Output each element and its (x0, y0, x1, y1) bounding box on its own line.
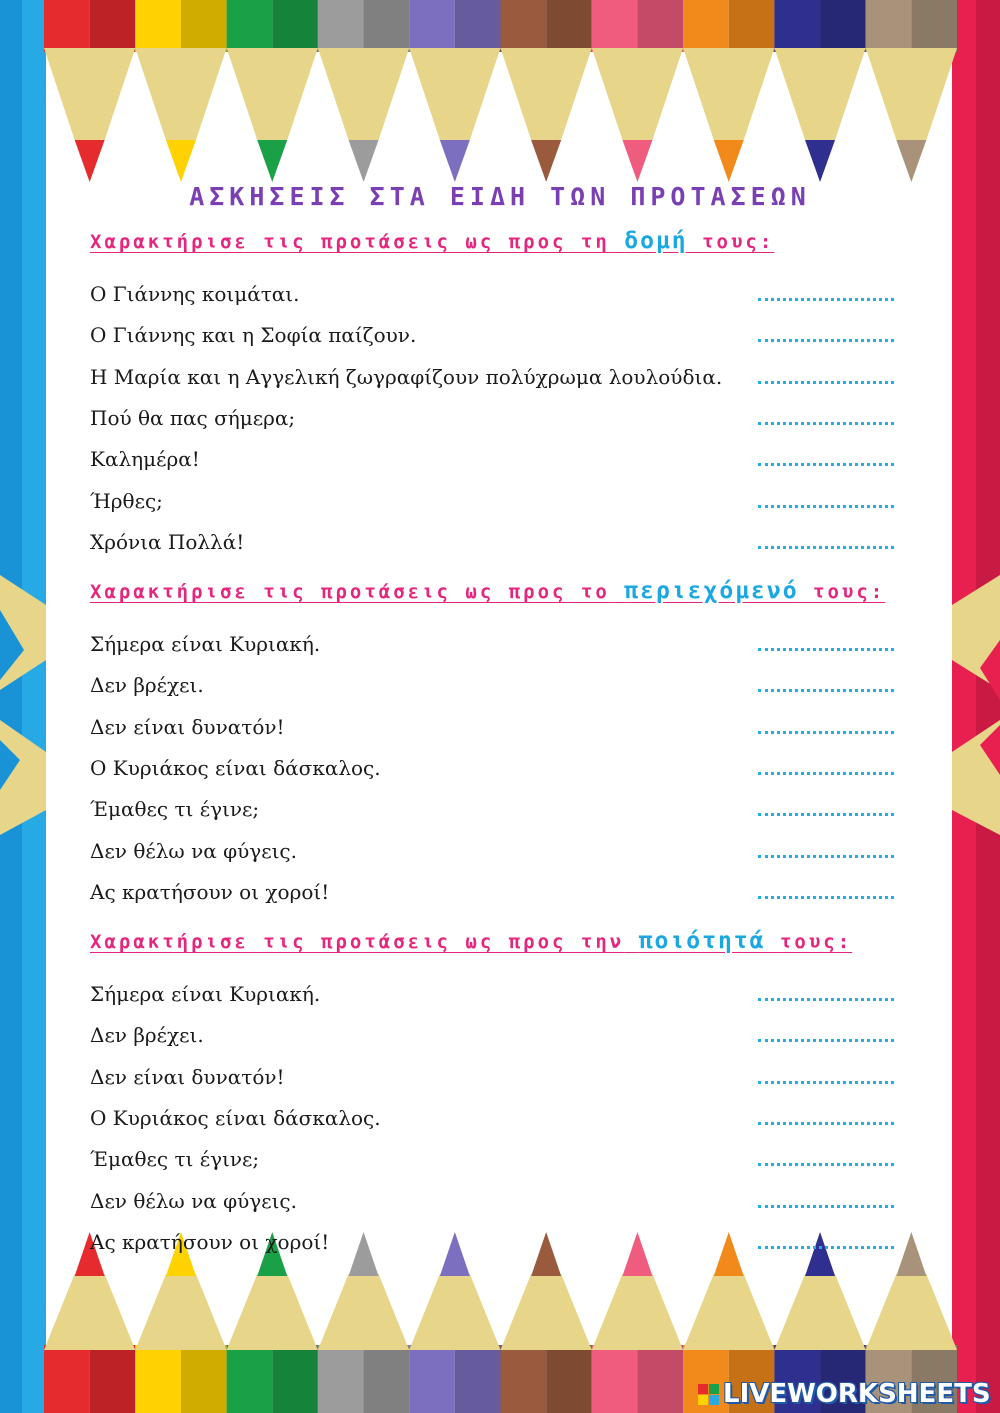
sentence-text: Ο Κυριάκος είναι δάσκαλος. (90, 755, 381, 780)
sentence-text: Σήμερα είναι Κυριακή. (90, 982, 321, 1006)
sentence-row (90, 1147, 894, 1177)
top-pencil-wood (592, 48, 683, 140)
sentence-text: Δεν είναι δυνατόν! (90, 714, 285, 739)
top-pencil-body-shade (181, 0, 227, 52)
bottom-pencil-body-shade (455, 1345, 501, 1413)
top-pencil-lead (75, 140, 105, 182)
top-pencil-body-shade (272, 0, 318, 52)
bottom-pencil-body (227, 1345, 273, 1413)
answer-blank-field[interactable] (758, 1081, 894, 1084)
logo-square (709, 1384, 719, 1394)
bottom-pencil-wood (683, 1274, 774, 1350)
bottom-pencil-body (135, 1345, 181, 1413)
top-pencil-wood (501, 48, 592, 140)
top-pencil-body-shade (364, 0, 410, 52)
top-pencil-body (501, 0, 547, 52)
answer-blank-field[interactable] (758, 1039, 894, 1042)
top-pencil-body (318, 0, 364, 52)
sentence-text: Σήμερα είναι Κυριακή. (90, 632, 321, 656)
answer-blank-field[interactable] (758, 855, 894, 858)
bottom-pencil-wood (592, 1274, 683, 1350)
bottom-pencil-body (592, 1345, 638, 1413)
sentence-text: Καλημέρα! (90, 447, 200, 472)
top-pencil-lead (440, 140, 470, 182)
sentence-text: Ήρθες; (90, 488, 163, 513)
top-pencil-body-shade (455, 0, 501, 52)
section-heading-3 (90, 928, 852, 954)
sentence-text: Πού θα πας σήμερα; (90, 405, 296, 430)
top-pencil-wood (227, 48, 318, 140)
top-pencil-body-shade (637, 0, 683, 52)
sentence-row (90, 982, 894, 1012)
bottom-pencil-body (44, 1345, 90, 1413)
right-pencil-red-dark (976, 0, 1000, 1413)
left-pencil-blue-light (22, 0, 46, 1413)
sentence-row (90, 530, 894, 560)
top-pencil-body (44, 0, 90, 52)
section-heading-prefix: Χαρακτήρισε τις προτάσεις ως προς την (90, 931, 625, 953)
sentence-row (90, 797, 894, 827)
answer-blank-field[interactable] (758, 813, 894, 816)
top-pencil-body (227, 0, 273, 52)
sentence-text: Δεν βρέχει. (90, 673, 204, 698)
sentence-text: Δεν θέλω να φύγεις. (90, 1188, 297, 1213)
answer-blank-field[interactable] (758, 896, 894, 899)
top-pencil-lead (896, 140, 926, 182)
sentence-row (90, 489, 894, 519)
section-heading-prefix: Χαρακτήρισε τις προτάσεις ως προς το (90, 581, 610, 603)
bottom-pencil-body-shade (546, 1345, 592, 1413)
sentence-row (90, 323, 894, 353)
section-heading-2 (90, 578, 885, 604)
sentence-text: Δεν είναι δυνατόν! (90, 1064, 285, 1089)
top-pencil-body (774, 0, 820, 52)
logo-square (698, 1384, 708, 1394)
bottom-pencil-body-shade (637, 1345, 683, 1413)
section-heading-keyword: ποιότητά (638, 928, 766, 954)
sentence-text: Χρόνια Πολλά! (90, 529, 245, 554)
top-pencil-body-shade (729, 0, 775, 52)
top-pencil-wood (683, 48, 774, 140)
top-pencil-wood (44, 48, 135, 140)
sentence-row (90, 715, 894, 745)
sentence-text: Δεν βρέχει. (90, 1023, 204, 1048)
sentence-text: Δεν θέλω να φύγεις. (90, 838, 297, 863)
answer-blank-field[interactable] (758, 381, 894, 384)
top-pencil-lead (166, 140, 196, 182)
top-pencil-body-shade (820, 0, 866, 52)
bottom-pencil-body-shade (272, 1345, 318, 1413)
sentence-text: Ας κρατήσουν οι χοροί! (90, 1229, 330, 1254)
sentence-text: Έμαθες τι έγινε; (90, 797, 260, 822)
top-pencil-wood (318, 48, 409, 140)
answer-blank-field[interactable] (758, 689, 894, 692)
sentence-text: Ο Κυριάκος είναι δάσκαλος. (90, 1105, 381, 1130)
top-pencil-body (409, 0, 455, 52)
answer-blank-field[interactable] (758, 1163, 894, 1166)
bottom-pencil-wood (409, 1274, 500, 1350)
top-pencil-wood (409, 48, 500, 140)
top-pencil-body (683, 0, 729, 52)
sentence-text: Ο Γιάννης και η Σοφία παίζουν. (90, 323, 417, 348)
sentence-row (90, 1065, 894, 1095)
bottom-pencil-body-shade (181, 1345, 227, 1413)
sentence-row (90, 1189, 894, 1219)
section-heading-prefix: Χαρακτήρισε τις προτάσεις ως προς τη (90, 231, 610, 253)
top-pencil-wood (774, 48, 865, 140)
top-pencil-lead (622, 140, 652, 182)
bottom-pencil-wood (318, 1274, 409, 1350)
top-pencil-lead (349, 140, 379, 182)
answer-blank-field[interactable] (758, 339, 894, 342)
answer-blank-field[interactable] (758, 772, 894, 775)
top-pencil-body (592, 0, 638, 52)
section-heading-1 (90, 228, 774, 254)
sentence-text: Ας κρατήσουν οι χοροί! (90, 879, 330, 904)
sentence-row (90, 1023, 894, 1053)
bottom-pencil-wood (501, 1274, 592, 1350)
bottom-pencil-body-shade (364, 1345, 410, 1413)
answer-blank-field[interactable] (758, 298, 894, 301)
answer-blank-field[interactable] (758, 546, 894, 549)
top-pencil-lead (805, 140, 835, 182)
top-pencil-lead (531, 140, 561, 182)
sentence-row (90, 756, 894, 786)
bottom-pencil-body (318, 1345, 364, 1413)
answer-blank-field[interactable] (758, 731, 894, 734)
bottom-pencil-wood (866, 1274, 957, 1350)
section-heading-suffix: τους: (813, 581, 886, 603)
sentence-row (90, 406, 894, 436)
sentence-text: Ο Γιάννης κοιμάται. (90, 282, 300, 306)
section-heading-suffix: τους: (702, 231, 775, 253)
sentence-text: Έμαθες τι έγινε; (90, 1147, 260, 1172)
answer-blank-field[interactable] (758, 422, 894, 425)
logo-square (709, 1395, 719, 1405)
sentence-row (90, 880, 894, 910)
top-pencil-body (135, 0, 181, 52)
sentence-text: Η Μαρία και η Αγγελική ζωγραφίζουν πολύχρωμα λουλούδια. (90, 364, 723, 389)
sentence-row (90, 673, 894, 703)
bottom-pencil-wood (44, 1274, 135, 1350)
answer-blank-field[interactable] (758, 1246, 894, 1249)
bottom-pencil-body (501, 1345, 547, 1413)
top-pencil-wood (135, 48, 226, 140)
bottom-pencil-wood (227, 1274, 318, 1350)
answer-blank-field[interactable] (758, 998, 894, 1001)
top-pencil-body-shade (911, 0, 957, 52)
sentence-row (90, 632, 894, 662)
answer-blank-field[interactable] (758, 648, 894, 651)
logo-text: LIVEWORKSHEETS (723, 1379, 991, 1409)
top-pencil-wood (866, 48, 957, 140)
section-heading-keyword: περιεχόμενό (624, 578, 799, 604)
top-pencil-body-shade (90, 0, 136, 52)
liveworksheets-logo[interactable] (698, 1379, 991, 1409)
answer-blank-field[interactable] (758, 505, 894, 508)
top-pencil-lead (257, 140, 287, 182)
left-pencil-blue (0, 0, 22, 1413)
section-heading-keyword: δομή (624, 228, 688, 254)
bottom-pencil-lead (896, 1232, 926, 1276)
bottom-pencil-body (409, 1345, 455, 1413)
answer-blank-field[interactable] (758, 1205, 894, 1208)
sentence-row (90, 1106, 894, 1136)
sentence-row (90, 1230, 894, 1260)
top-pencil-lead (714, 140, 744, 182)
bottom-pencil-body-shade (90, 1345, 136, 1413)
logo-square (698, 1395, 708, 1405)
sentence-row (90, 282, 894, 312)
right-pencil-red (952, 0, 976, 1413)
bottom-pencil-wood (774, 1274, 865, 1350)
sentence-row (90, 839, 894, 869)
sentence-row (90, 365, 894, 395)
section-heading-suffix: τους: (779, 931, 853, 953)
answer-blank-field[interactable] (758, 463, 894, 466)
top-pencil-body-shade (546, 0, 592, 52)
worksheet-title: ΑΣΚΗΣΕΙΣ ΣΤΑ ΕΙΔΗ ΤΩΝ ΠΡΟΤΑΣΕΩΝ (189, 182, 811, 211)
logo-squares-icon (698, 1384, 719, 1405)
sentence-row (90, 447, 894, 477)
bottom-pencil-wood (135, 1274, 226, 1350)
top-pencil-body (866, 0, 912, 52)
answer-blank-field[interactable] (758, 1122, 894, 1125)
